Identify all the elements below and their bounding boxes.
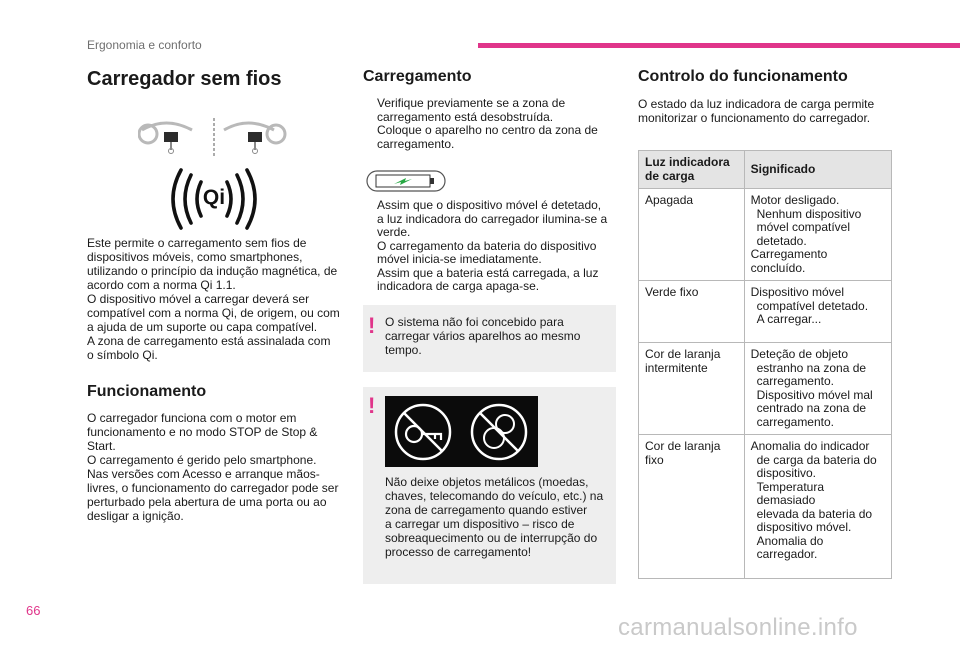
text-line: Start.	[87, 439, 116, 453]
list-item	[363, 240, 618, 267]
charging-indicator-icon	[366, 170, 446, 192]
text-line: de carga	[645, 168, 695, 183]
table-cell-meaning	[744, 343, 891, 435]
list-item	[363, 267, 618, 294]
qi-wireless-icon	[166, 168, 262, 230]
table-header-row	[639, 151, 892, 189]
header-accent-bar	[478, 43, 960, 48]
indicator-status-table	[638, 150, 892, 579]
table-cell-meaning	[744, 281, 891, 343]
text-line: Carregamento concluído.	[750, 247, 828, 275]
warning-icon: !	[368, 313, 376, 338]
text-line: chaves, telecomando do veículo, etc.) na	[385, 489, 604, 503]
text-line: carregamento.	[756, 414, 834, 429]
text-line: Dispositivo móvel mal	[756, 387, 873, 402]
text-line: carregamento.	[756, 374, 834, 388]
table-cell-meaning	[744, 189, 891, 281]
text-line: Anomalia do indicador	[750, 439, 870, 453]
text-line: Verde fixo	[645, 285, 699, 299]
text-line: compatível com a norma Qi, de origem, ou com	[87, 306, 340, 320]
column-header-meaning	[744, 151, 891, 189]
text-line: a ajuda de um suporte ou capa compatível.	[87, 320, 318, 334]
text-line: O estado da luz indicadora de carga permite	[638, 97, 875, 111]
text-line: O dispositivo móvel a carregar deverá ser	[87, 292, 310, 306]
text-line: Dispositivo móvel	[750, 285, 844, 299]
text-line: Cor de laranja	[645, 439, 721, 453]
bullet-list-1	[363, 97, 618, 151]
text-line: acordo com a norma Qi 1.1.	[87, 278, 236, 292]
text-line: dispositivo móvel.	[756, 520, 852, 534]
table-cell-meaning	[744, 435, 891, 579]
note-box-single-device	[363, 305, 616, 372]
note-box-metal-objects	[363, 387, 616, 584]
list-item	[363, 97, 618, 124]
text-line: Motor desligado.	[750, 193, 840, 207]
table-row	[639, 189, 892, 281]
text-line: livres, o funcionamento do carregador pode ser	[87, 481, 339, 495]
text-line: tempo.	[385, 343, 422, 357]
column-header-indicator	[639, 151, 745, 189]
text-line: carregar vários aparelhos ao mesmo	[385, 329, 581, 343]
text-line: A zona de carregamento está assinalada com	[87, 334, 331, 348]
table-cell-state	[639, 435, 745, 579]
text-line: Cor de laranja	[645, 347, 721, 361]
table-row	[639, 343, 892, 435]
intro-paragraph	[87, 236, 349, 362]
text-line: Apagada	[645, 193, 694, 207]
text-line: Assim que a bateria está carregada, a luz	[377, 265, 599, 280]
section-title-funcionamento: Funcionamento	[87, 383, 207, 400]
text-line: Coloque o aparelho no centro da zona de	[377, 123, 598, 137]
text-line: Anomalia do carregador.	[756, 533, 824, 561]
page-number: 66	[26, 603, 41, 618]
text-line: carregamento está desobstruída.	[377, 109, 554, 124]
text-line: centrado na zona de	[756, 401, 867, 415]
text-line: A carregar...	[756, 312, 822, 326]
text-line: O carregamento da bateria do dispositivo	[377, 238, 597, 253]
text-line: Verifique previamente se a zona de	[377, 96, 566, 110]
text-line: a luz indicadora do carregador ilumina-se a	[377, 211, 608, 226]
section-header: Ergonomia e conforto	[87, 38, 202, 52]
text-line: móvel compatível	[756, 220, 850, 234]
section-title-carregamento: Carregamento	[363, 68, 472, 85]
text-line: Deteção de objeto	[750, 347, 849, 361]
text-line: intermitente	[645, 360, 708, 375]
text-line: compatível detetado.	[756, 298, 869, 313]
table-row	[639, 435, 892, 579]
text-line: Significado	[750, 161, 816, 176]
text-line: utilizando o princípio da indução magnética, de	[87, 264, 338, 278]
list-item	[363, 124, 618, 151]
table-row	[639, 281, 892, 343]
text-line: Luz indicadora	[645, 155, 730, 169]
text-line: O carregamento é gerido pelo smartphone.	[87, 453, 317, 467]
warning-icon: !	[368, 393, 376, 418]
text-line: o símbolo Qi.	[87, 348, 158, 362]
text-line: monitorizar o funcionamento do carregador.	[638, 111, 871, 125]
text-line: Temperatura demasiado	[756, 479, 824, 507]
text-line: detetado.	[756, 233, 807, 248]
page-title: Carregador sem fios	[87, 68, 282, 90]
table-cell-state	[639, 281, 745, 343]
text-line: zona de carregamento quando estiver	[385, 503, 588, 517]
text-line: sobreaquecimento ou de interrupção do	[385, 531, 598, 545]
text-line: dispositivos móveis, como smartphones,	[87, 250, 303, 264]
text-line: a carregar um dispositivo – risco de	[385, 517, 575, 531]
text-line: carregamento.	[377, 136, 455, 151]
text-line: Nas versões com Acesso e arranque mãos-	[87, 467, 320, 481]
watermark: carmanualsonline.info	[618, 614, 858, 641]
text-line: desligar a ignição.	[87, 509, 184, 523]
section-title-controlo: Controlo do funcionamento	[638, 68, 848, 85]
text-line: elevada da bateria do	[756, 506, 873, 521]
text-line: Este permite o carregamento sem fios de	[87, 236, 307, 250]
text-line: O sistema não foi concebido para	[385, 315, 564, 329]
text-line: estranho na zona de	[756, 360, 867, 375]
funcionamento-paragraph	[87, 411, 349, 523]
controlo-intro	[638, 97, 898, 125]
text-line: verde.	[377, 225, 411, 239]
text-line: Nenhum dispositivo	[756, 206, 862, 221]
bullet-list-2	[363, 199, 618, 294]
list-item	[363, 199, 618, 240]
text-line: perturbado pela abertura de uma porta ou ao	[87, 495, 327, 509]
text-line: indicadora de carga apaga-se.	[377, 279, 540, 293]
text-line: funcionamento e no modo STOP de Stop &	[87, 425, 318, 439]
table-cell-state	[639, 189, 745, 281]
qi-symbol-label: Qi	[202, 186, 226, 209]
no-metal-objects-pictogram	[385, 396, 538, 467]
text-line: fixo	[645, 452, 664, 467]
table-cell-state	[639, 343, 745, 435]
steering-wheel-illustration	[138, 114, 296, 160]
text-line: dispositivo.	[756, 466, 816, 480]
text-line: móvel inicia-se imediatamente.	[377, 252, 542, 266]
text-line: O carregador funciona com o motor em	[87, 411, 297, 425]
text-line: de carga da bateria do	[756, 452, 877, 467]
text-line: processo de carregamento!	[385, 545, 532, 559]
text-line: Assim que o dispositivo móvel é detetado,	[377, 198, 602, 212]
text-line: Não deixe objetos metálicos (moedas,	[385, 475, 589, 489]
